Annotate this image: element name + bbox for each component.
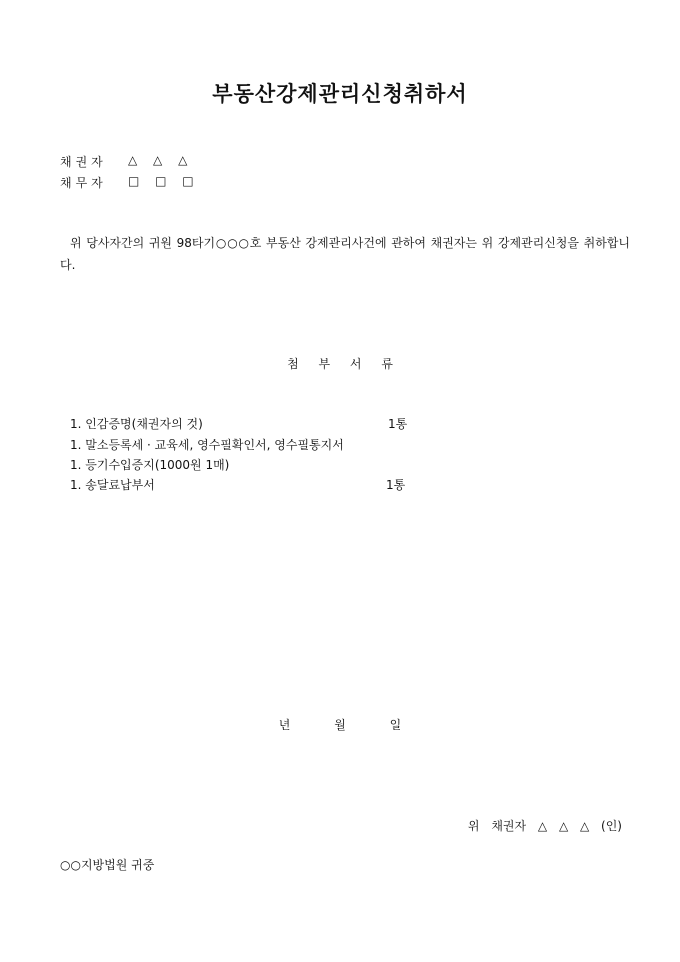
attachments-heading: 첨 부 서 류 xyxy=(287,357,393,371)
withdrawal-statement: 위 당사자간의 귀원 98타기○○○호 부동산 강제관리사건에 관하여 채권자는 위 강제관리신청을 취하합니다. xyxy=(60,236,630,272)
attachment-item: 1. 송달료납부서 xyxy=(70,478,155,492)
attachment-count: 1통 xyxy=(388,417,408,431)
debtor-name-marks: □ □ □ xyxy=(128,174,200,188)
date-line: 년 월 일 xyxy=(278,718,402,732)
creditor-signature: 위 채권자 △ △ △ (인) xyxy=(467,819,622,833)
attachment-item: 1. 등기수입증지(1000원 1매) xyxy=(70,458,230,472)
attachment-count: 1통 xyxy=(386,478,406,492)
attachment-item: 1. 말소등록세 · 교육세, 영수필확인서, 영수필통지서 xyxy=(70,438,344,452)
court-addressee: ○○지방법원 귀중 xyxy=(60,858,155,872)
document-title: 부동산강제관리신청취하서 xyxy=(212,81,468,106)
debtor-label: 채무자 xyxy=(60,176,107,190)
creditor-name-marks: △ △ △ xyxy=(128,153,194,167)
attachment-item: 1. 인감증명(채권자의 것) xyxy=(70,417,203,431)
creditor-label: 채권자 xyxy=(60,155,107,169)
